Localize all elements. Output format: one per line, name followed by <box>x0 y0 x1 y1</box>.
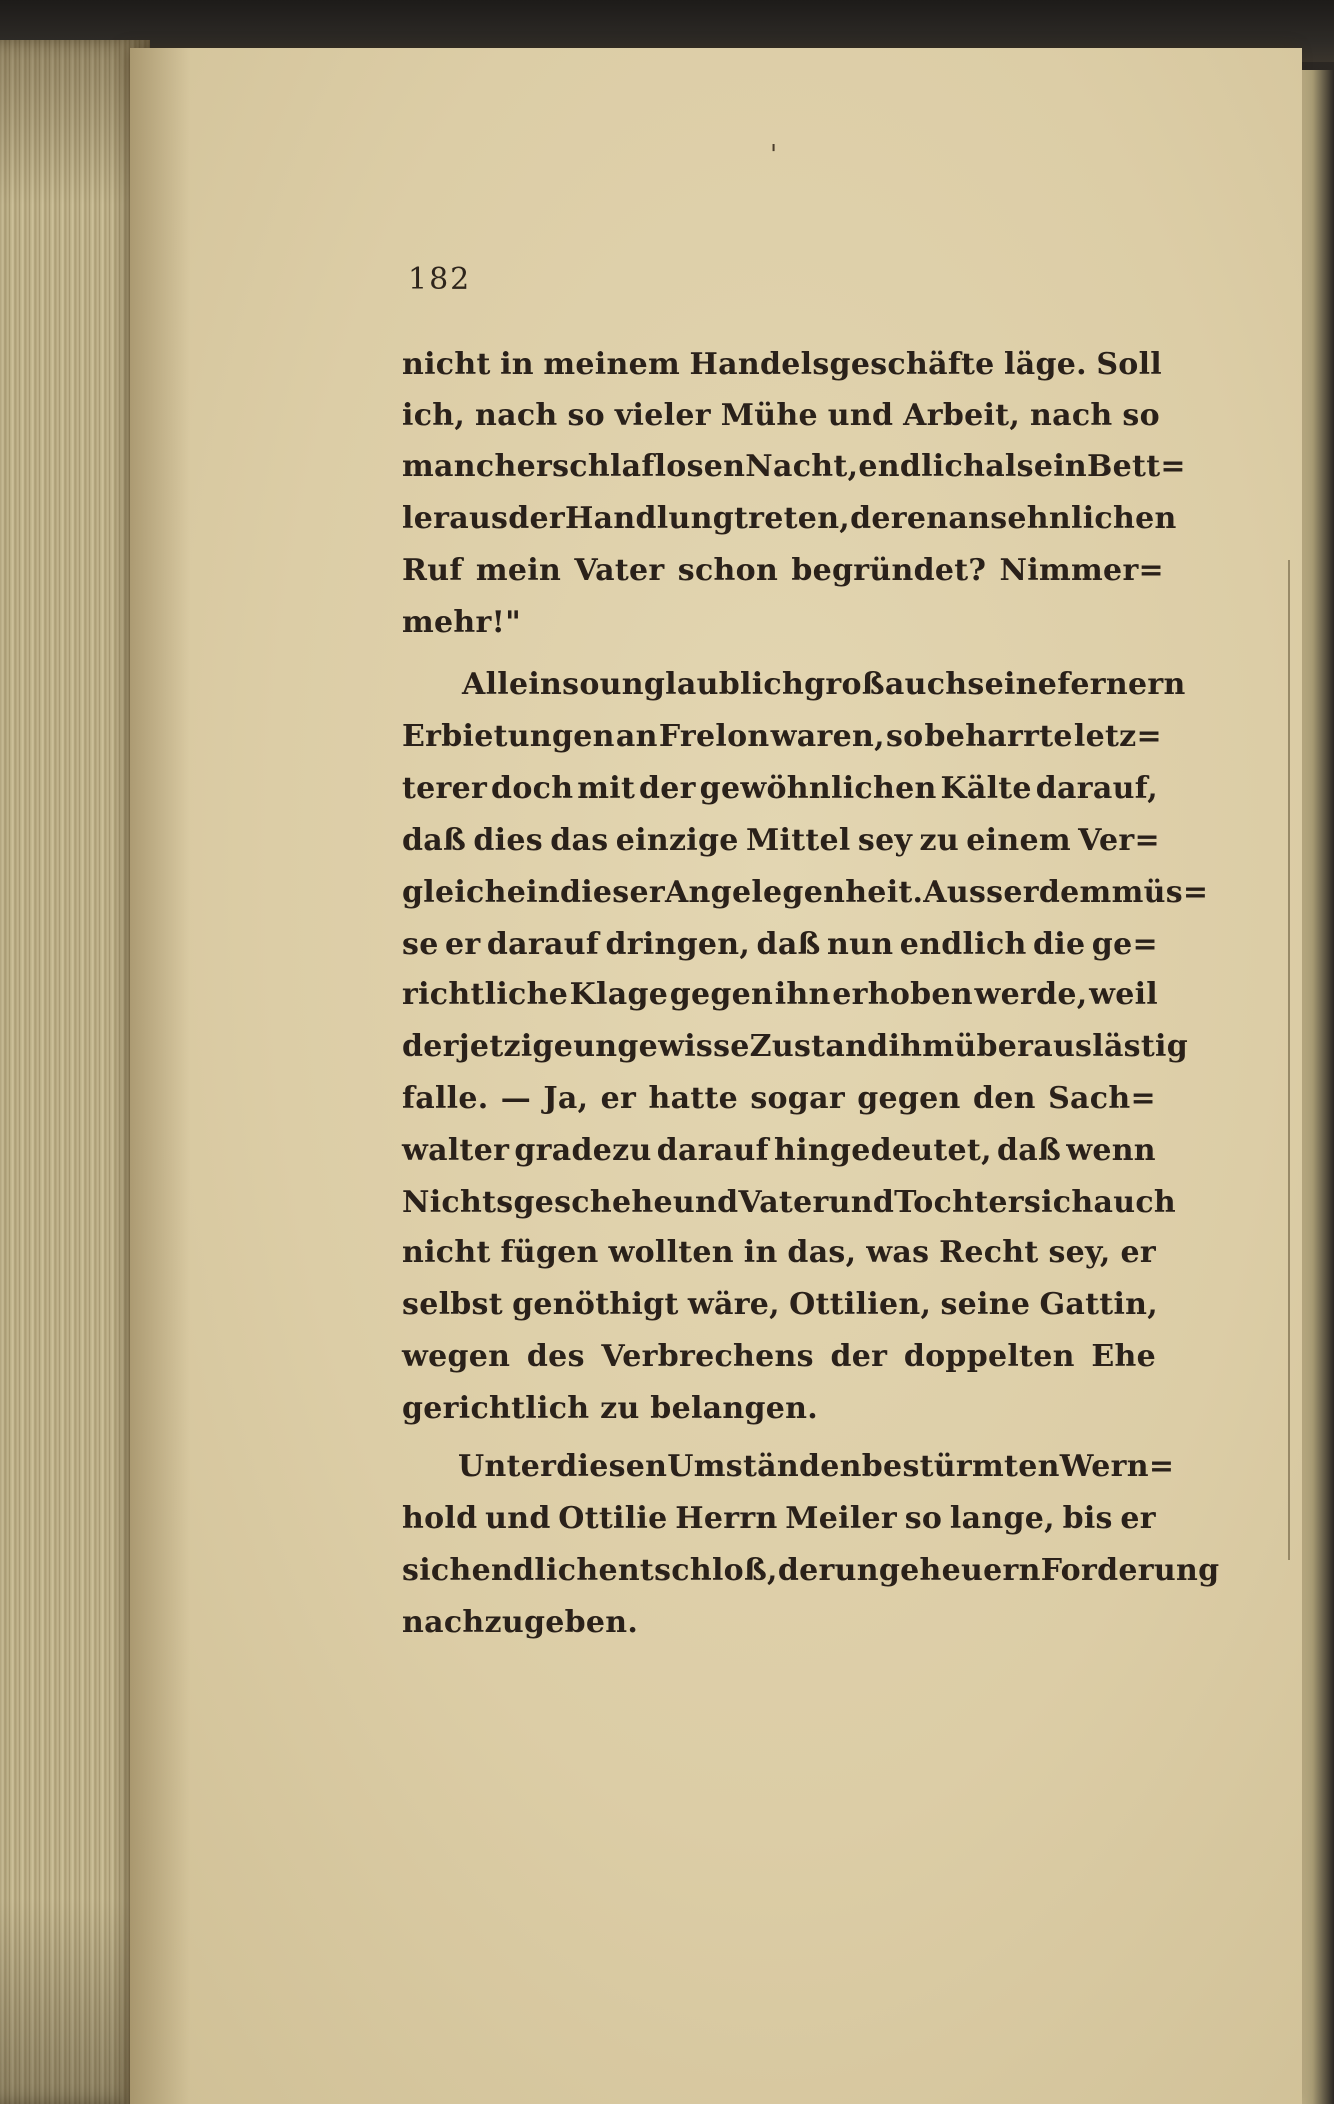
text-line-9: terer doch mit der gewöhnlichen Kälte darauf, <box>402 771 1158 806</box>
text-line-25: nachzugeben. <box>402 1605 639 1640</box>
text-line-2: ich, nach so vieler Mühe und Arbeit, nach so <box>402 398 1160 433</box>
text-line-16: walter gradezu darauf hingedeutet, daß wenn <box>402 1133 1156 1168</box>
text-line-19: selbst genöthigt wäre, Ottilien, seine Gattin, <box>402 1287 1158 1322</box>
page-number: 182 <box>408 262 472 297</box>
text-line-17: Nichts geschehe und Vater und Tochter sich auch <box>402 1185 1177 1220</box>
text-line-22: Unter diesen Umständen bestürmten Wern= <box>458 1449 1175 1484</box>
page-fold-line <box>1288 560 1290 1560</box>
text-line-14: der jetzige ungewisse Zustand ihm überaus lästig <box>402 1029 1189 1064</box>
text-line-4: ler aus der Handlung treten, deren ansehnlichen <box>402 501 1177 536</box>
text-line-18: nicht fügen wollten in das, was Recht sey, er <box>402 1235 1156 1270</box>
text-line-7: Allein so unglaublich groß auch seine fernern <box>462 667 1186 702</box>
text-line-10: daß dies das einzige Mittel sey zu einem Ver= <box>402 823 1160 858</box>
text-line-11: gleiche in dieser Angelegenheit. Ausserdem müs= <box>402 875 1209 910</box>
stacked-page-edges <box>0 40 150 2104</box>
text-line-1: nicht in meinem Handelsgeschäfte läge. Soll <box>402 347 1162 382</box>
stray-mark: ' <box>770 140 778 170</box>
text-line-15: falle. — Ja, er hatte sogar gegen den Sach= <box>402 1081 1156 1116</box>
text-line-6: mehr!" <box>402 605 522 640</box>
text-line-8: Erbietungen an Frelon waren, so beharrte letz= <box>402 719 1162 754</box>
text-line-24: sich endlich entschloß, der ungeheuern Forderung <box>402 1553 1220 1588</box>
text-line-20: wegen des Verbrechens der doppelten Ehe <box>402 1339 1156 1374</box>
text-line-13: richtliche Klage gegen ihn erhoben werde, weil <box>402 977 1158 1012</box>
text-line-3: mancher schlaflosen Nacht, endlich als ein Bett= <box>402 449 1186 484</box>
next-page-sliver <box>1298 70 1334 2104</box>
text-line-12: se er darauf dringen, daß nun endlich die ge= <box>402 927 1158 962</box>
text-line-5: Ruf mein Vater schon begründet? Nimmer= <box>402 553 1164 588</box>
text-line-23: hold und Ottilie Herrn Meiler so lange, bis er <box>402 1501 1156 1536</box>
text-line-21: gerichtlich zu belangen. <box>402 1391 819 1426</box>
